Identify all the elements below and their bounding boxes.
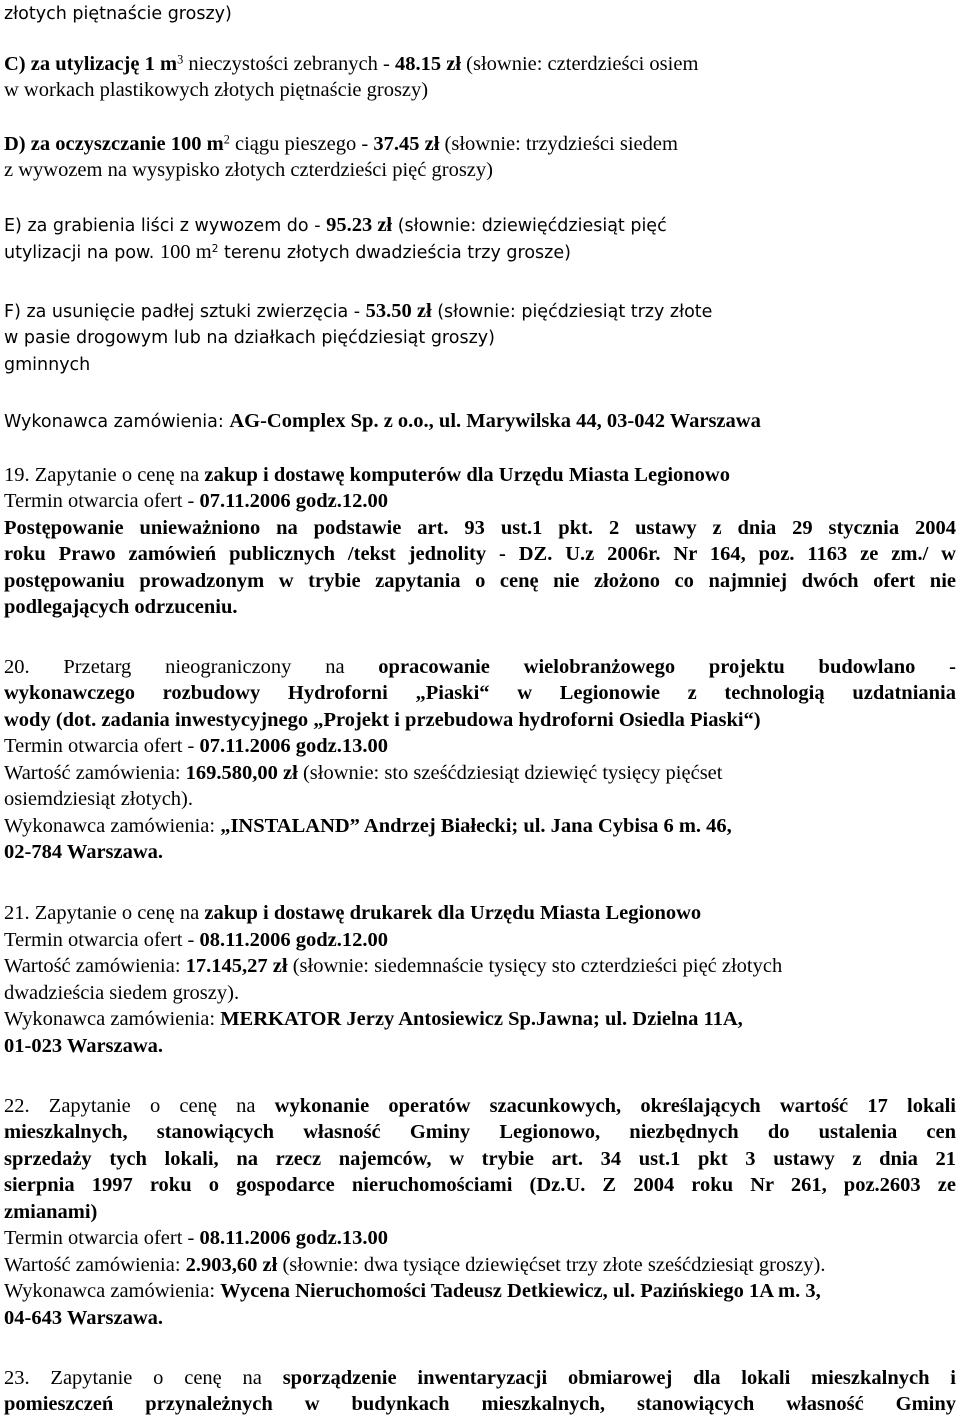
text-line: złotych piętnaście groszy) (4, 4, 232, 24)
item-22-subject: sprzedaży tych lokali, na rzecz najemców, w trybie art. 34 ust.1 pkt 3 ustawy z dnia 21 (4, 1148, 956, 1170)
text-line: w pasie drogowym lub na działkach pięćdziesiąt groszy) (4, 328, 495, 348)
item-22-contractor: Wykonawca zamówienia: Wycena Nieruchomości Tadeusz Detkiewicz, ul. Pazińskiego 1A m. 3, (4, 1280, 821, 1302)
item-19-note: roku Prawo zamówień publicznych /tekst jednolity - DZ. U.z 2006r. Nr 164, poz. 1163 ze zm./ w (4, 543, 956, 565)
item-22-value: Wartość zamówienia: 2.903,60 zł (słownie: dwa tysiące dziewięćset trzy złote sześćdziesiąt groszy). (4, 1254, 826, 1276)
tariff-d: D) za oczyszczanie 100 $m^2$ ciągu pieszego - 37.45 zł (słownie: trzydzieści siedem (4, 132, 678, 155)
item-21-contractor: Wykonawca zamówienia: MERKATOR Jerzy Antosiewicz Sp.Jawna; ul. Dzielna 11A, (4, 1008, 743, 1030)
item-19-title: 19. Zapytanie o cenę na zakup i dostawę komputerów dla Urzędu Miasta Legionowo (4, 464, 730, 486)
tariff-e: E) za grabienia liści z wywozem do - 95.23 zł (słownie: dziewięćdziesiąt pięć (4, 214, 667, 236)
item-19-note: podlegających odrzuceniu. (4, 596, 238, 618)
text-line: z wywozem na wysypisko złotych czterdzieści pięć groszy) (4, 159, 493, 181)
text-line: 04-643 Warszawa. (4, 1307, 164, 1329)
item-21-term: Termin otwarcia ofert - 08.11.2006 godz.12.00 (4, 929, 389, 951)
item-19-term: Termin otwarcia ofert - 07.11.2006 godz.12.00 (4, 490, 389, 512)
text-line: 01-023 Warszawa. (4, 1035, 164, 1057)
tariff-f: F) za usunięcie padłej sztuki zwierzęcia - 53.50 zł (słownie: pięćdziesiąt trzy złote (4, 300, 713, 322)
text-line: gminnych (4, 355, 91, 375)
item-20-title: 20. Przetarg nieograniczony na opracowanie wielobranżowego projektu budowlano - (4, 656, 956, 678)
text-line: 02-784 Warszawa. (4, 841, 164, 863)
text-line: utylizacji na pow. 100 $m^2$ terenu złotych dwadzieścia trzy grosze) (4, 241, 571, 263)
item-23-subject: pomieszczeń przynależnych w budynkach mieszkalnych, stanowiących własność Gminy (4, 1393, 956, 1415)
contractor-line: Wykonawca zamówienia: AG-Complex Sp. z o.o., ul. Marywilska 44, 03-042 Warszawa (4, 410, 761, 432)
item-22-subject: sierpnia 1997 roku o gospodarce nieruchomościami (Dz.U. Z 2004 roku Nr 261, poz.2603 ze (4, 1174, 956, 1196)
item-21-title: 21. Zapytanie o cenę na zakup i dostawę drukarek dla Urzędu Miasta Legionowo (4, 902, 702, 924)
item-20-term: Termin otwarcia ofert - 07.11.2006 godz.13.00 (4, 735, 389, 757)
item-22-subject: mieszkalnych, stanowiących własność Gminy Legionowo, niezbędnych do ustalenia cen (4, 1121, 956, 1143)
text-line: osiemdziesiąt złotych). (4, 788, 193, 810)
item-22-title: 22. Zapytanie o cenę na wykonanie operatów szacunkowych, określających wartość 17 lokali (4, 1095, 956, 1117)
item-23-title: 23. Zapytanie o cenę na sporządzenie inwentaryzacji obmiarowej dla lokali mieszkalnych i (4, 1367, 956, 1389)
item-19-note: Postępowanie unieważniono na podstawie art. 93 ust.1 pkt. 2 ustawy z dnia 29 stycznia 2004 (4, 517, 956, 539)
item-20-contractor: Wykonawca zamówienia: „INSTALAND” Andrzej Białecki; ul. Jana Cybisa 6 m. 46, (4, 815, 732, 837)
item-19-note: postępowaniu prowadzonym w trybie zapytania o cenę nie złożono co najmniej dwóch ofert nie (4, 570, 956, 592)
text-line: dwadzieścia siedem groszy). (4, 982, 240, 1004)
text-line: w workach plastikowych złotych piętnaście groszy) (4, 79, 429, 101)
item-20-value: Wartość zamówienia: 169.580,00 zł (słownie: sto sześćdziesiąt dziewięć tysięcy pięćset (4, 762, 723, 784)
item-21-value: Wartość zamówienia: 17.145,27 zł (słownie: siedemnaście tysięcy sto czterdzieści pięć złotych (4, 955, 783, 977)
item-22-term: Termin otwarcia ofert - 08.11.2006 godz.13.00 (4, 1227, 389, 1249)
item-22-subject: zmianami) (4, 1201, 98, 1223)
item-20-subject: wody (dot. zadania inwestycyjnego „Projekt i przebudowa hydroforni Osiedla Piaski“) (4, 709, 761, 731)
tariff-c: C) za utylizację 1 $m^3$ nieczystości zebranych - 48.15 zł (słownie: czterdzieści osiem (4, 52, 699, 75)
item-20-subject: wykonawczego rozbudowy Hydroforni „Piaski“ w Legionowie z technologią uzdatniania (4, 682, 956, 704)
